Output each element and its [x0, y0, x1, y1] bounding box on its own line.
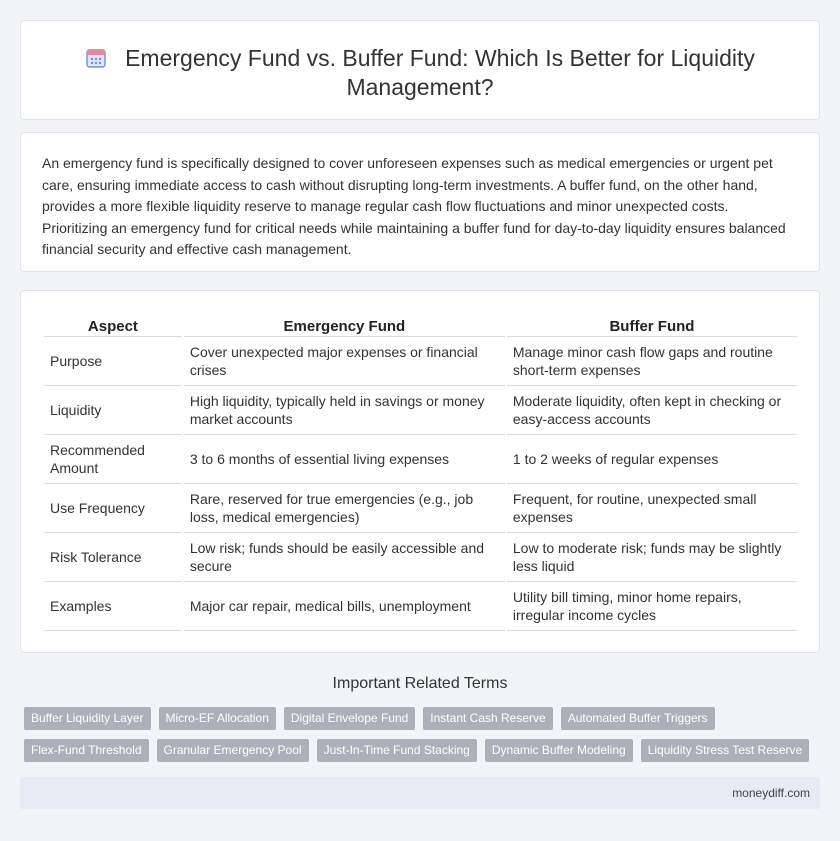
related-term-tag[interactable]: Just-In-Time Fund Stacking — [317, 739, 477, 762]
related-terms-row — [24, 707, 723, 730]
related-term-tag[interactable]: Granular Emergency Pool — [157, 739, 309, 762]
header-aspect: Aspect — [44, 316, 182, 337]
intro-card — [20, 132, 820, 272]
comparison-card — [20, 290, 820, 653]
page-title-wrap — [61, 44, 779, 102]
table-header-row — [44, 316, 797, 337]
related-term-tag[interactable]: Flex-Fund Threshold — [24, 739, 149, 762]
table-row — [44, 484, 797, 533]
title-card — [20, 20, 820, 120]
intro-paragraph: An emergency fund is specifically designed to cover unforeseen expenses such as medical emergencies or urgent pet care, ensuring immediate access to cash without disrupting long-term investments. A buffer fund, on the other hand, provides a more flexible liquidity reserve to manage regular cash flow fluctuations and minor unexpected costs. Prioritizing an emergency fund for critical needs while maintaining a buffer fund for day-to-day liquidity ensures balanced financial security and effective cash management. — [42, 155, 786, 257]
row-emergency-value: Major car repair, medical bills, unemployment — [184, 582, 505, 631]
table-row — [44, 386, 797, 435]
page-title: Emergency Fund vs. Buffer Fund: Which Is Better for Liquidity Management? — [125, 45, 755, 100]
row-emergency-value: High liquidity, typically held in savings or money market accounts — [184, 386, 505, 435]
footer — [20, 777, 820, 809]
row-emergency-value: 3 to 6 months of essential living expenses — [184, 435, 505, 484]
row-aspect: Use Frequency — [44, 484, 182, 533]
related-terms-row — [24, 739, 817, 762]
row-buffer-value: Moderate liquidity, often kept in checking or easy-access accounts — [507, 386, 797, 435]
calendar-icon — [85, 47, 107, 69]
related-terms-heading: Important Related Terms — [332, 675, 508, 692]
related-term-tag[interactable]: Automated Buffer Triggers — [561, 707, 715, 730]
header-emergency-fund: Emergency Fund — [184, 316, 505, 337]
row-buffer-value: Frequent, for routine, unexpected small expenses — [507, 484, 797, 533]
row-aspect: Purpose — [44, 337, 182, 386]
table-row — [44, 582, 797, 631]
header-buffer-fund: Buffer Fund — [507, 316, 797, 337]
table-row — [44, 337, 797, 386]
row-aspect: Examples — [44, 582, 182, 631]
row-aspect: Recommended Amount — [44, 435, 182, 484]
table-row — [44, 435, 797, 484]
footer-site-link[interactable]: moneydiff.com — [732, 786, 810, 800]
related-term-tag[interactable]: Dynamic Buffer Modeling — [485, 739, 633, 762]
row-buffer-value: Utility bill timing, minor home repairs, irregular income cycles — [507, 582, 797, 631]
row-buffer-value: Low to moderate risk; funds may be slightly less liquid — [507, 533, 797, 582]
related-term-tag[interactable]: Liquidity Stress Test Reserve — [641, 739, 810, 762]
row-emergency-value: Low risk; funds should be easily accessible and secure — [184, 533, 505, 582]
related-term-tag[interactable]: Buffer Liquidity Layer — [24, 707, 151, 730]
row-aspect: Risk Tolerance — [44, 533, 182, 582]
row-emergency-value: Cover unexpected major expenses or financial crises — [184, 337, 505, 386]
row-emergency-value: Rare, reserved for true emergencies (e.g., job loss, medical emergencies) — [184, 484, 505, 533]
related-term-tag[interactable]: Instant Cash Reserve — [423, 707, 552, 730]
related-term-tag[interactable]: Digital Envelope Fund — [284, 707, 415, 730]
row-buffer-value: 1 to 2 weeks of regular expenses — [507, 435, 797, 484]
table-row — [44, 533, 797, 582]
comparison-table — [42, 316, 799, 631]
related-term-tag[interactable]: Micro-EF Allocation — [159, 707, 276, 730]
row-buffer-value: Manage minor cash flow gaps and routine short-term expenses — [507, 337, 797, 386]
row-aspect: Liquidity — [44, 386, 182, 435]
